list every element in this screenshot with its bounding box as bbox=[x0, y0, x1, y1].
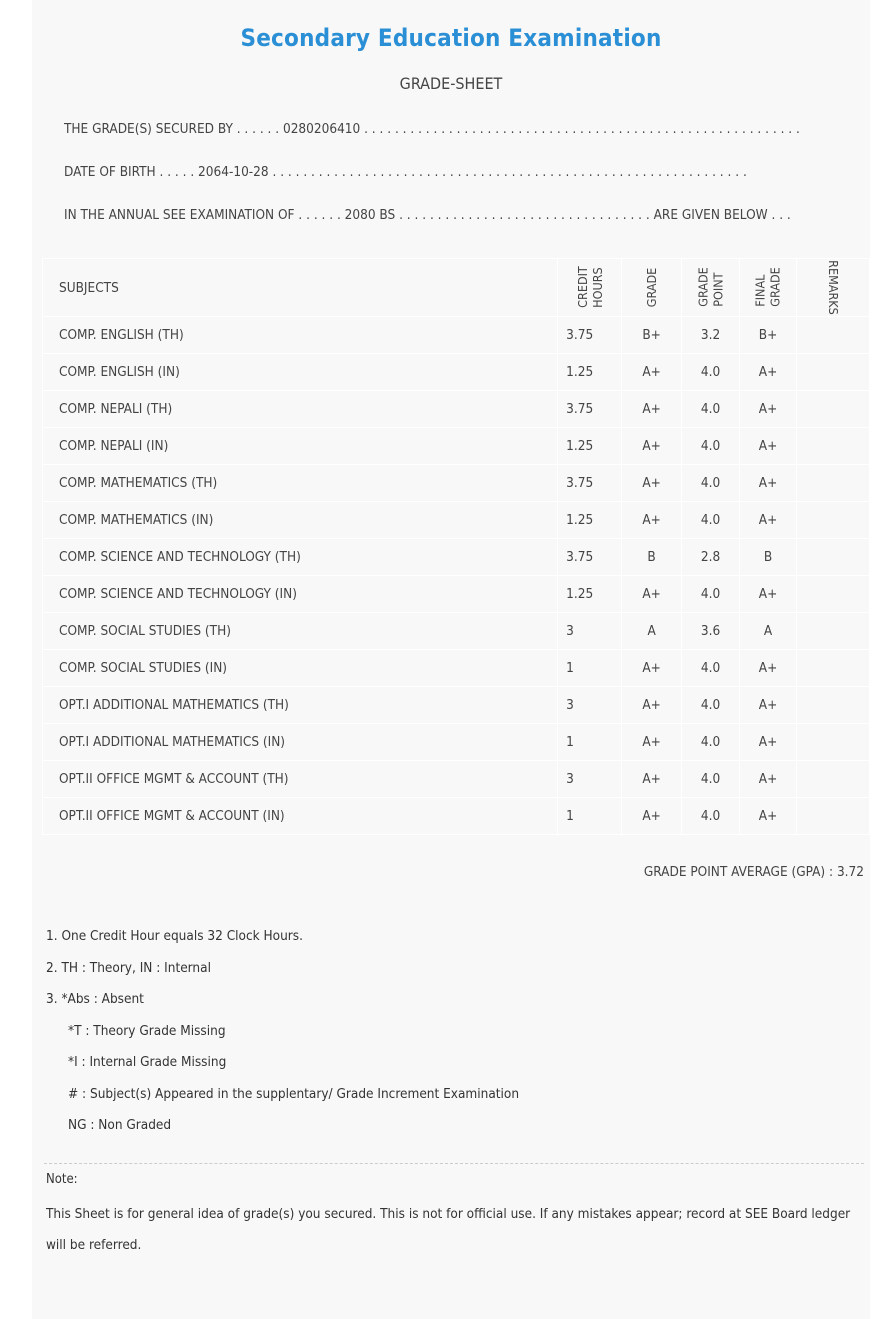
cell-final-grade: A+ bbox=[740, 354, 797, 391]
legend-item: 3. *Abs : Absent bbox=[46, 991, 144, 1007]
cell-final-grade: A+ bbox=[740, 391, 797, 428]
cell-subject: COMP. SCIENCE AND TECHNOLOGY (IN) bbox=[43, 576, 558, 613]
dob-line: DATE OF BIRTH . . . . . 2064-10-28 . . . . . . . . . . . . . . . . . . . . . . . . . . . . . . . . . . . . . . . . . . . . . . . . . . . . . . . . . . . . . . bbox=[64, 164, 747, 180]
cell-grade: A+ bbox=[622, 761, 682, 798]
cell-grade: A+ bbox=[622, 502, 682, 539]
table-row bbox=[43, 391, 870, 428]
cell-subject: COMP. SOCIAL STUDIES (IN) bbox=[43, 650, 558, 687]
cell-credit-hours: 3 bbox=[558, 613, 622, 650]
cell-subject: COMP. NEPALI (TH) bbox=[43, 391, 558, 428]
table-row bbox=[43, 724, 870, 761]
cell-credit-hours: 1.25 bbox=[558, 576, 622, 613]
cell-subject: COMP. ENGLISH (IN) bbox=[43, 354, 558, 391]
cell-grade: B+ bbox=[622, 317, 682, 354]
cell-grade: A+ bbox=[622, 724, 682, 761]
cell-grade: A+ bbox=[622, 576, 682, 613]
legend-item: # : Subject(s) Appeared in the supplentary/ Grade Increment Examination bbox=[68, 1085, 520, 1102]
cell-credit-hours: 1.25 bbox=[558, 428, 622, 465]
cell-remarks bbox=[796, 391, 869, 428]
header-subjects: SUBJECTS bbox=[43, 259, 558, 317]
cell-remarks bbox=[796, 761, 869, 798]
cell-credit-hours: 3 bbox=[558, 761, 622, 798]
header-grade-point: GRADE POINT bbox=[682, 259, 740, 317]
cell-grade-point: 4.0 bbox=[682, 576, 740, 613]
cell-remarks bbox=[796, 465, 869, 502]
cell-final-grade: A+ bbox=[740, 650, 797, 687]
cell-grade: A+ bbox=[622, 465, 682, 502]
cell-grade: A+ bbox=[622, 687, 682, 724]
cell-grade: A+ bbox=[622, 391, 682, 428]
cell-grade-point: 4.0 bbox=[682, 724, 740, 761]
cell-final-grade: A+ bbox=[740, 798, 797, 835]
cell-grade-point: 4.0 bbox=[682, 798, 740, 835]
header-credit-hours: CREDIT HOURS bbox=[558, 259, 622, 317]
table-row bbox=[43, 502, 870, 539]
cell-grade-point: 4.0 bbox=[682, 650, 740, 687]
cell-grade: A+ bbox=[622, 354, 682, 391]
cell-remarks bbox=[796, 539, 869, 576]
page-title: Secondary Education Examination bbox=[240, 24, 662, 52]
cell-grade: A+ bbox=[622, 798, 682, 835]
cell-final-grade: A+ bbox=[740, 687, 797, 724]
cell-credit-hours: 1 bbox=[558, 798, 622, 835]
cell-final-grade: A+ bbox=[740, 465, 797, 502]
page-subtitle: GRADE-SHEET bbox=[399, 74, 503, 93]
cell-remarks bbox=[796, 576, 869, 613]
cell-credit-hours: 3 bbox=[558, 687, 622, 724]
table-row bbox=[43, 798, 870, 835]
cell-grade: A+ bbox=[622, 428, 682, 465]
cell-grade-point: 4.0 bbox=[682, 465, 740, 502]
cell-grade-point: 4.0 bbox=[682, 391, 740, 428]
cell-remarks bbox=[796, 687, 869, 724]
cell-final-grade: B+ bbox=[740, 317, 797, 354]
cell-final-grade: A+ bbox=[740, 724, 797, 761]
cell-final-grade: A+ bbox=[740, 761, 797, 798]
cell-final-grade: A+ bbox=[740, 502, 797, 539]
cell-subject: COMP. MATHEMATICS (IN) bbox=[43, 502, 558, 539]
cell-grade-point: 4.0 bbox=[682, 354, 740, 391]
cell-remarks bbox=[796, 613, 869, 650]
cell-subject: OPT.I ADDITIONAL MATHEMATICS (TH) bbox=[43, 687, 558, 724]
cell-remarks bbox=[796, 317, 869, 354]
cell-final-grade: A+ bbox=[740, 428, 797, 465]
cell-grade: B bbox=[622, 539, 682, 576]
cell-remarks bbox=[796, 354, 869, 391]
table-header-row bbox=[43, 259, 870, 317]
legend-item: *T : Theory Grade Missing bbox=[68, 1022, 226, 1039]
cell-grade-point: 4.0 bbox=[682, 687, 740, 724]
cell-subject: OPT.II OFFICE MGMT & ACCOUNT (IN) bbox=[43, 798, 558, 835]
table-row bbox=[43, 465, 870, 502]
cell-remarks bbox=[796, 650, 869, 687]
cell-subject: COMP. SOCIAL STUDIES (TH) bbox=[43, 613, 558, 650]
cell-subject: COMP. ENGLISH (TH) bbox=[43, 317, 558, 354]
cell-subject: OPT.I ADDITIONAL MATHEMATICS (IN) bbox=[43, 724, 558, 761]
cell-credit-hours: 3.75 bbox=[558, 391, 622, 428]
gpa: GRADE POINT AVERAGE (GPA) : 3.72 bbox=[643, 864, 864, 880]
header-remarks: REMARKS bbox=[796, 259, 869, 317]
table-row bbox=[43, 354, 870, 391]
cell-grade-point: 4.0 bbox=[682, 502, 740, 539]
cell-remarks bbox=[796, 724, 869, 761]
cell-subject: COMP. SCIENCE AND TECHNOLOGY (TH) bbox=[43, 539, 558, 576]
grades-table bbox=[42, 258, 870, 835]
cell-remarks bbox=[796, 798, 869, 835]
exam-line: IN THE ANNUAL SEE EXAMINATION OF . . . . . . 2080 BS . . . . . . . . . . . . . . . . . . . . . . . . . . . . . . . . . ARE GIVEN BELOW . . . bbox=[64, 207, 791, 223]
table-row bbox=[43, 613, 870, 650]
legend-item: NG : Non Graded bbox=[68, 1117, 172, 1133]
divider bbox=[44, 1163, 864, 1164]
cell-subject: OPT.II OFFICE MGMT & ACCOUNT (TH) bbox=[43, 761, 558, 798]
note-heading: Note: bbox=[46, 1172, 78, 1187]
cell-grade-point: 3.2 bbox=[682, 317, 740, 354]
table-row bbox=[43, 650, 870, 687]
note-text: This Sheet is for general idea of grade(s) you secured. This is not for official use. If any mistakes appear; record at SEE Board ledger will be referred. bbox=[46, 1206, 851, 1253]
cell-credit-hours: 3.75 bbox=[558, 539, 622, 576]
table-row bbox=[43, 761, 870, 798]
cell-final-grade: A+ bbox=[740, 576, 797, 613]
table-row bbox=[43, 576, 870, 613]
legend bbox=[46, 928, 519, 1149]
cell-subject: COMP. NEPALI (IN) bbox=[43, 428, 558, 465]
secured-by-line: THE GRADE(S) SECURED BY . . . . . . 0280206410 . . . . . . . . . . . . . . . . . . . . . . . . . . . . . . . . . . . . . . . . . . . . . . . . . . . . . . . . . bbox=[64, 121, 800, 137]
header-grade: GRADE bbox=[622, 259, 682, 317]
legend-item: 2. TH : Theory, IN : Internal bbox=[46, 959, 211, 976]
cell-credit-hours: 1.25 bbox=[558, 502, 622, 539]
cell-grade: A bbox=[622, 613, 682, 650]
cell-subject: COMP. MATHEMATICS (TH) bbox=[43, 465, 558, 502]
cell-remarks bbox=[796, 428, 869, 465]
cell-remarks bbox=[796, 502, 869, 539]
legend-item: *I : Internal Grade Missing bbox=[68, 1054, 227, 1070]
cell-credit-hours: 1 bbox=[558, 650, 622, 687]
cell-final-grade: B bbox=[740, 539, 797, 576]
cell-final-grade: A bbox=[740, 613, 797, 650]
cell-grade: A+ bbox=[622, 650, 682, 687]
cell-grade-point: 3.6 bbox=[682, 613, 740, 650]
table-row bbox=[43, 428, 870, 465]
header-final-grade: FINAL GRADE bbox=[740, 259, 797, 317]
cell-credit-hours: 1 bbox=[558, 724, 622, 761]
cell-grade-point: 4.0 bbox=[682, 761, 740, 798]
table-row bbox=[43, 539, 870, 576]
table-row bbox=[43, 687, 870, 724]
table-row bbox=[43, 317, 870, 354]
legend-item: 1. One Credit Hour equals 32 Clock Hours. bbox=[46, 928, 303, 944]
grade-sheet bbox=[32, 0, 870, 1319]
cell-grade-point: 4.0 bbox=[682, 428, 740, 465]
cell-credit-hours: 1.25 bbox=[558, 354, 622, 391]
cell-credit-hours: 3.75 bbox=[558, 465, 622, 502]
cell-grade-point: 2.8 bbox=[682, 539, 740, 576]
cell-credit-hours: 3.75 bbox=[558, 317, 622, 354]
